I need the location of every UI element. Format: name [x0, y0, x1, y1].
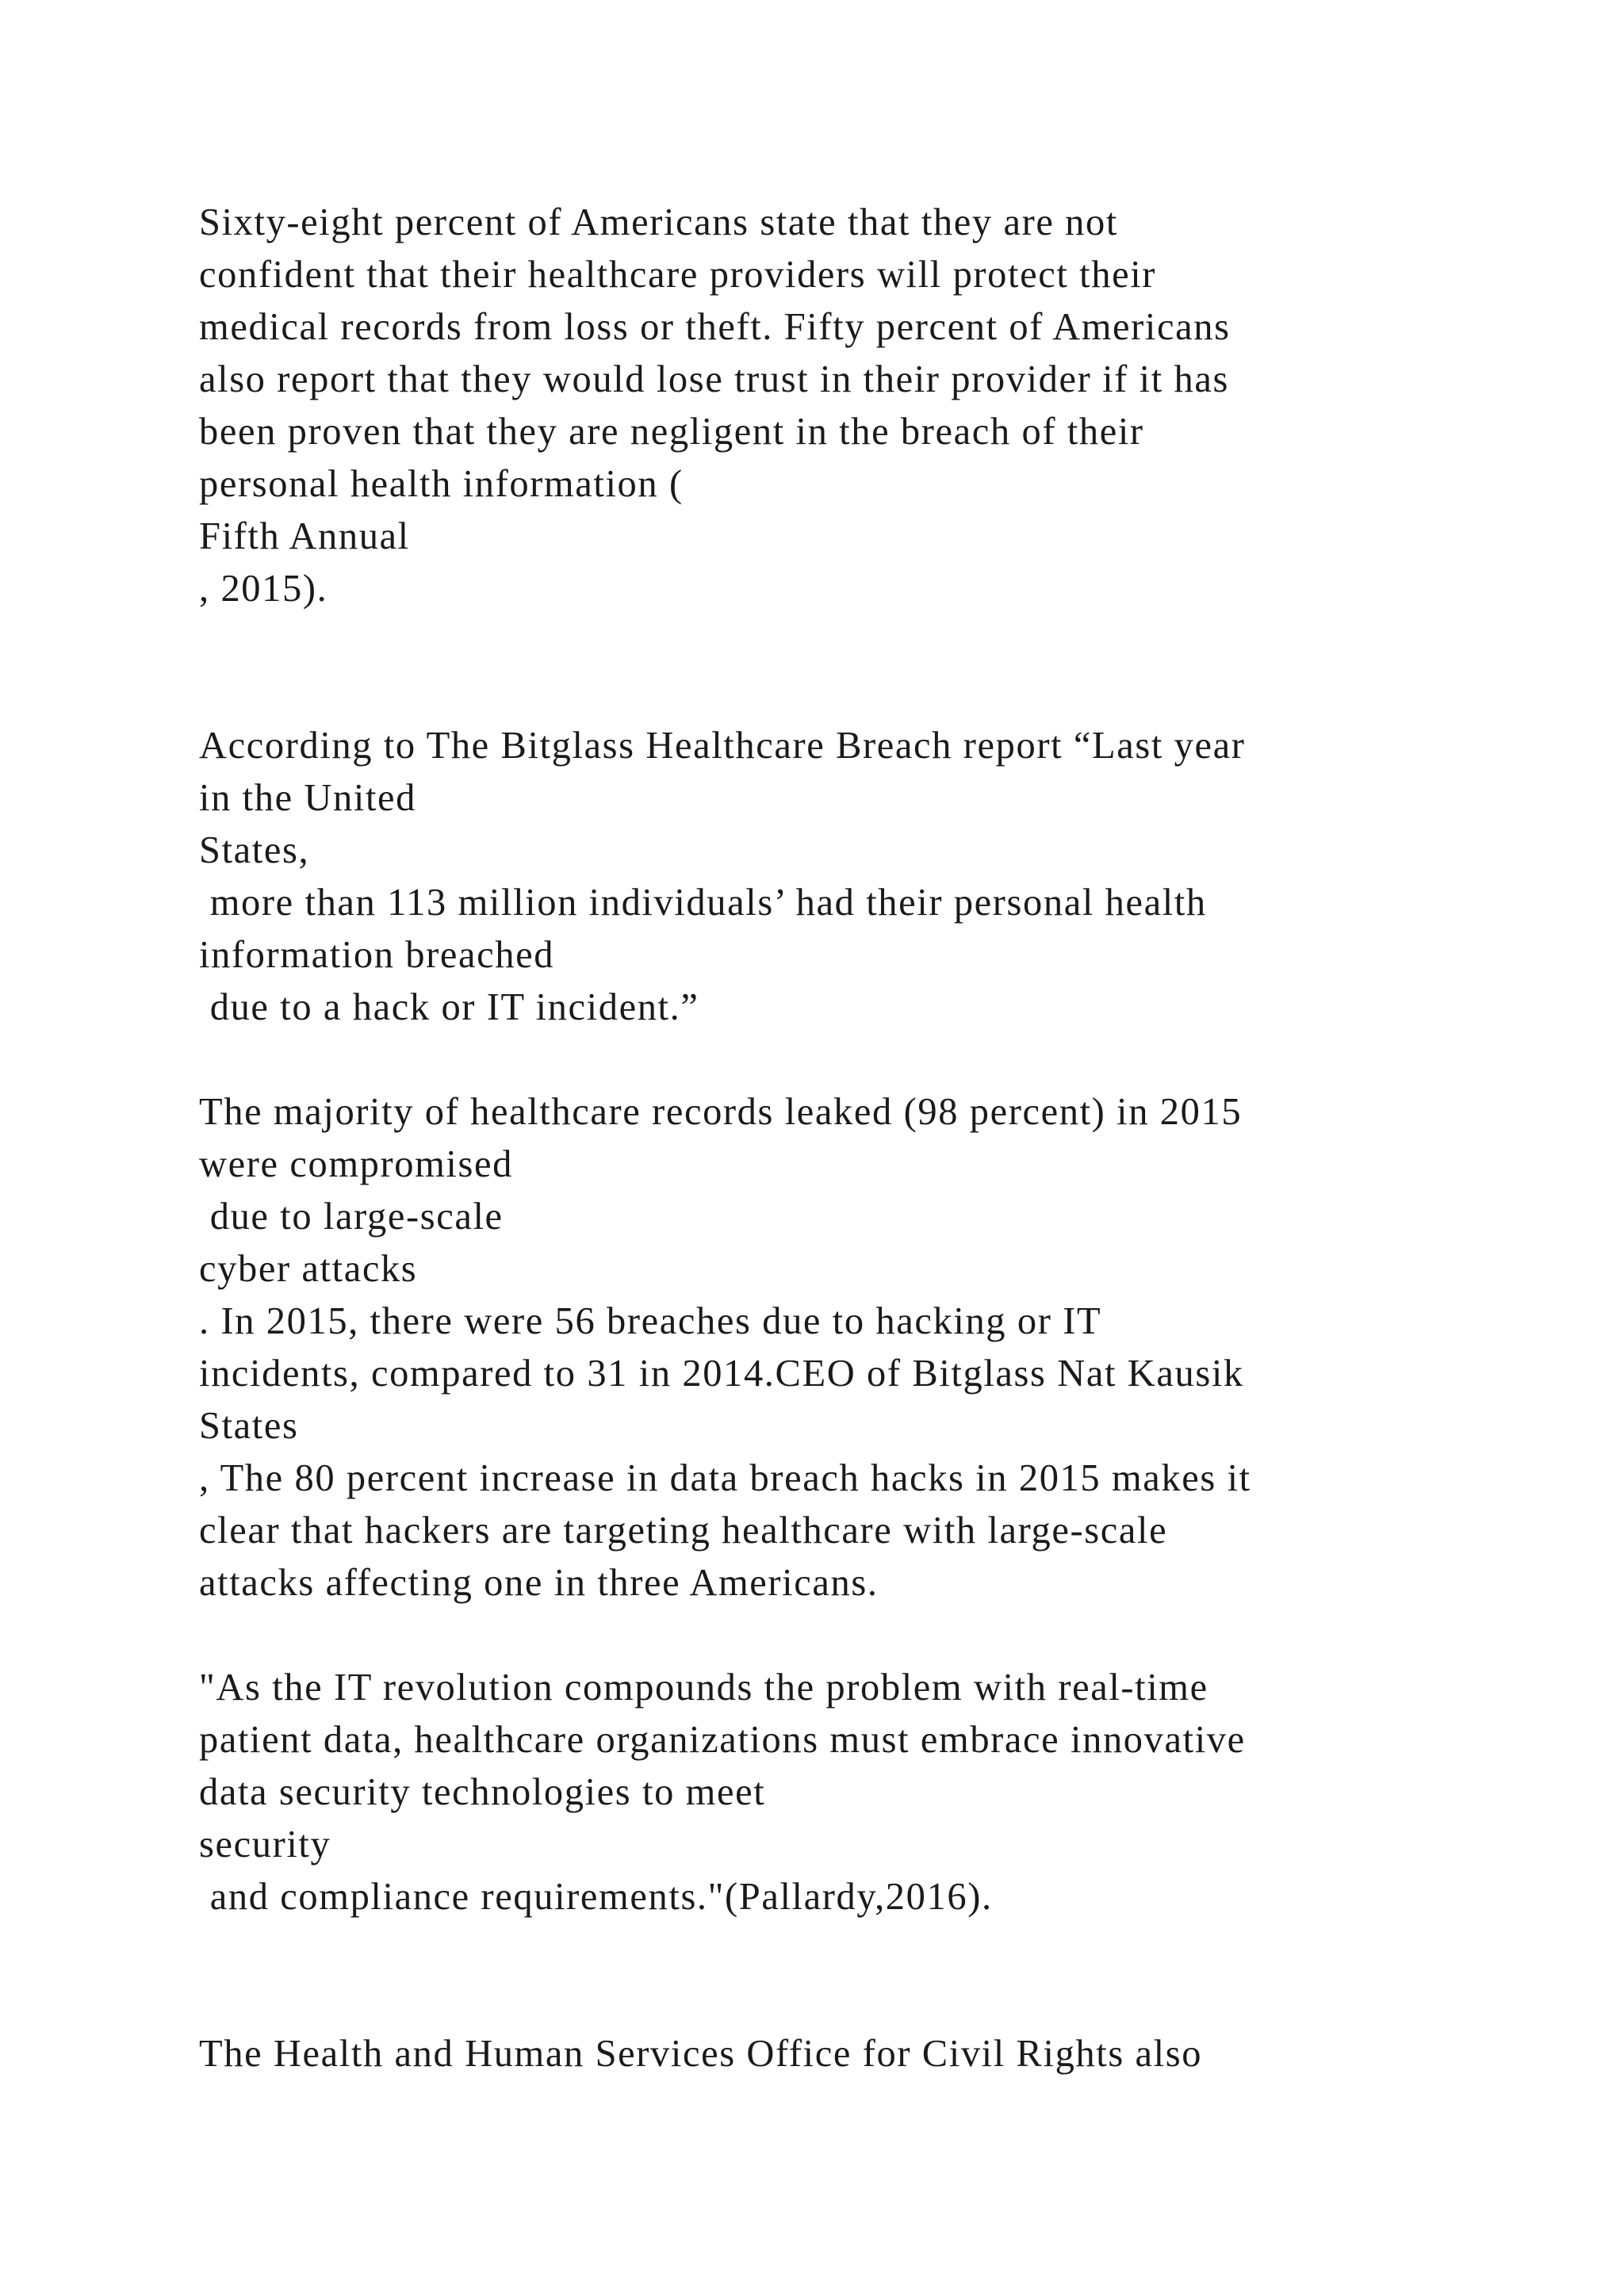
text-line: and compliance requirements."(Pallardy,2016). — [199, 1876, 993, 1918]
text-line: incidents, compared to 31 in 2014.CEO of Bitglass Nat Kausik — [199, 1353, 1244, 1395]
text-line: States, — [199, 829, 310, 871]
text-line: in the United — [199, 777, 417, 819]
text-line: Sixty-eight percent of Americans state that they are not — [199, 201, 1118, 243]
text-line: data security technologies to meet — [199, 1771, 766, 1813]
text-line: medical records from loss or theft. Fifty percent of Americans — [199, 306, 1231, 348]
text-line: States — [199, 1405, 299, 1447]
text-line: were compromised — [199, 1143, 513, 1185]
text-line: confident that their healthcare providers will protect their — [199, 254, 1157, 296]
text-line: due to a hack or IT incident.” — [199, 986, 699, 1028]
text-line: been proven that they are negligent in the breach of their — [199, 411, 1144, 453]
text-line: Fifth Annual — [199, 515, 410, 557]
text-line: more than 113 million individuals’ had their personal health — [199, 882, 1207, 924]
text-line: security — [199, 1823, 331, 1866]
text-line: patient data, healthcare organizations must embrace innovative — [199, 1719, 1246, 1761]
text-line: , The 80 percent increase in data breach hacks in 2015 makes it — [199, 1457, 1251, 1499]
text-line: , 2015). — [199, 568, 328, 610]
text-line: clear that hackers are targeting healthcare with large-scale — [199, 1510, 1168, 1552]
text-line: due to large-scale — [199, 1196, 504, 1238]
text-line: The Health and Human Services Office for Civil Rights also — [199, 2033, 1203, 2075]
text-line: attacks affecting one in three Americans. — [199, 1562, 879, 1604]
text-line: information breached — [199, 934, 555, 976]
text-line: also report that they would lose trust in their provider if it has — [199, 358, 1229, 400]
text-line: The majority of healthcare records leaked (98 percent) in 2015 — [199, 1091, 1243, 1133]
text-line: . In 2015, there were 56 breaches due to hacking or IT — [199, 1300, 1102, 1342]
text-line: cyber attacks — [199, 1248, 418, 1290]
text-line: According to The Bitglass Healthcare Breach report “Last year — [199, 725, 1246, 767]
text-line: "As the IT revolution compounds the problem with real-time — [199, 1667, 1208, 1709]
text-line: personal health information ( — [199, 463, 684, 505]
